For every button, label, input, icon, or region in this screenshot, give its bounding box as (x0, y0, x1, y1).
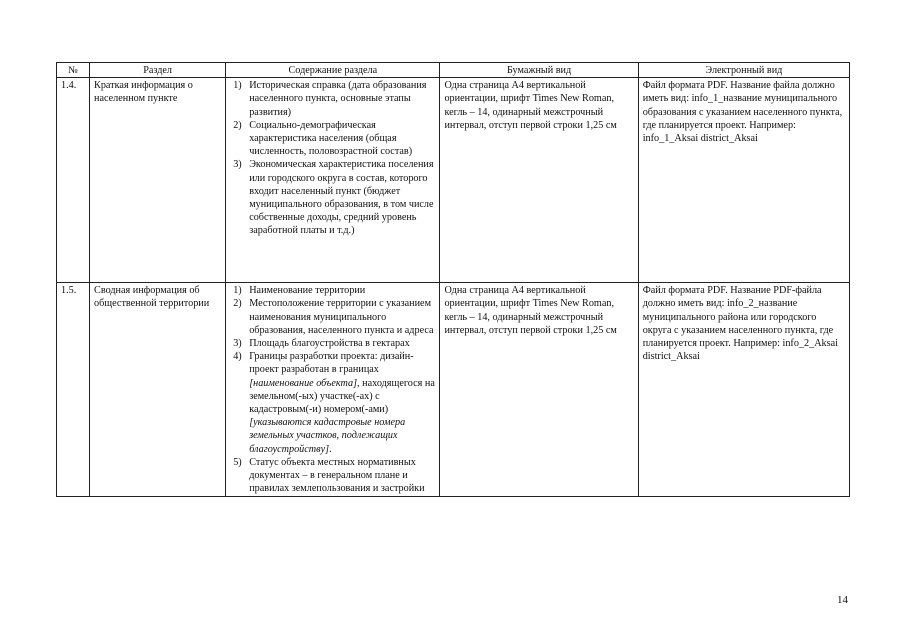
header-section: Раздел (90, 63, 226, 78)
row-paper: Одна страница А4 вертикальной ориентации, шрифт Times New Roman, кегль – 14, одинарный межстрочный интервал, отступ первой строки 1,25 см (440, 78, 638, 283)
list-item: 4) Границы разработки проекта: дизайн-проект разработан в границах [наименование объекта], находящегося на земельном(-ых) участке(-ах) с кадастровым(-и) номером(-ами) [указываются кадастровые номера земельных участков, подлежащих благоустройству]. (233, 351, 435, 455)
list-item: 2) Местоположение территории с указанием наименования муниципального образования, населенного пункта и адреса (233, 298, 434, 336)
row-electronic: Файл формата PDF. Название файла должно иметь вид: info_1_название муниципального образования с указанием населенного пункта, где планируется проект. Например: info_1_Aksai district_Aksai (638, 78, 849, 283)
row-num: 1.5. (57, 283, 90, 497)
list-item: 2) Социально-демографическая характеристика населения (общая численность, половозрастной состав) (233, 119, 413, 158)
list-item: 1) Наименование территории (233, 285, 366, 297)
row-content (226, 78, 440, 283)
requirements-table (56, 62, 850, 497)
header-paper: Бумажный вид (440, 63, 638, 78)
table-row (57, 283, 850, 497)
content-list (230, 79, 435, 237)
header-electronic: Электронный вид (638, 63, 849, 78)
page-number: 14 (837, 594, 848, 606)
list-item: 3) Экономическая характеристика поселения или городского округа в состав, которого входит населенный пункт (бюджет муниципального образования, в том числе собственные доходы, средний уровень заработной платы и т.д.) (233, 159, 434, 237)
row-content (226, 283, 440, 497)
table-header-row (57, 63, 850, 78)
list-item: 3) Площадь благоустройства в гектарах (233, 338, 410, 350)
header-content: Содержание раздела (226, 63, 440, 78)
row-section: Сводная информация об общественной территории (90, 283, 226, 497)
row-paper: Одна страница А4 вертикальной ориентации, шрифт Times New Roman, кегль – 14, одинарный межстрочный интервал, отступ первой строки 1,25 см (440, 283, 638, 497)
header-num: № (57, 63, 90, 78)
row-section: Краткая информация о населенном пункте (90, 78, 226, 283)
table-row (57, 78, 850, 283)
content-list (230, 284, 435, 495)
row-num: 1.4. (57, 78, 90, 283)
list-item: 5) Статус объекта местных нормативных документах – в генеральном плане и правилах землепользования и застройки (233, 456, 425, 495)
row-electronic: Файл формата PDF. Название PDF-файла должно иметь вид: info_2_название муниципального района или городского округа с указанием населенного пункта, где планируется проект. Например: info_2_Aksai district_Aksai (638, 283, 849, 497)
list-item: 1) Историческая справка (дата образования населенного пункта, основные этапы развития) (233, 80, 427, 118)
